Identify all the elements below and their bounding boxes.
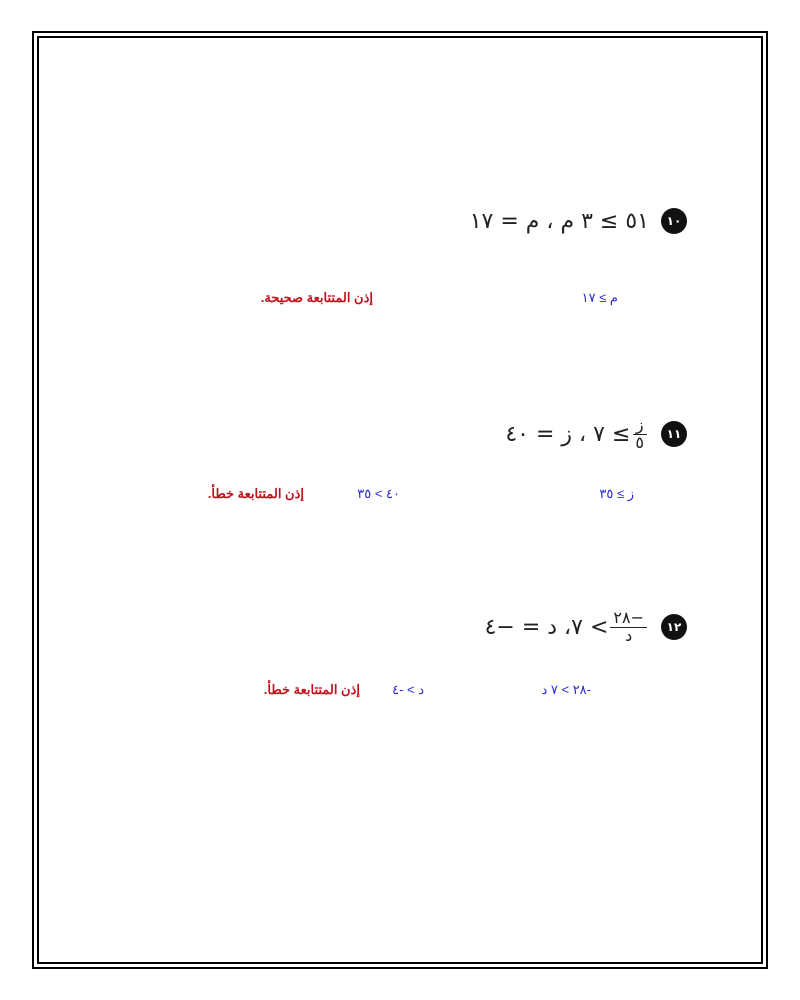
fraction-denominator: د: [625, 625, 633, 645]
problem-number-badge: ١٠: [661, 208, 687, 234]
problem-12-conclusion: إذن المتتابعة خطأ.: [263, 682, 360, 697]
problem-12-statement: [485, 610, 687, 645]
fraction-denominator: ٥: [635, 432, 644, 452]
problem-10-work: م ≥ ١٧: [581, 290, 618, 305]
problem-text: ≥ ٧ ، ز = ٤٠: [505, 421, 631, 447]
page-border-inner: [37, 36, 763, 964]
problem-number-badge: ١٢: [661, 614, 687, 640]
problem-text: > ٧، د = −٤: [484, 614, 609, 640]
fraction: [610, 610, 647, 645]
fraction: [632, 417, 647, 452]
problem-11-work: ز ≥ ٣٥: [599, 486, 634, 501]
problem-11-statement: [505, 417, 687, 452]
problem-11-conclusion: إذن المتتابعة خطأ.: [207, 486, 304, 501]
problem-12-comparison: د > -٤: [392, 682, 424, 697]
problem-12-work: -٢٨ > ٧ د: [541, 682, 591, 697]
problem-10-conclusion: إذن المتتابعة صحيحة.: [260, 290, 373, 305]
problem-10-statement: [470, 208, 687, 234]
problem-11-comparison: ٤٠ > ٣٥: [357, 486, 400, 501]
fraction-numerator: −٢٨: [610, 610, 647, 628]
fraction-numerator: ز: [633, 417, 647, 435]
problem-number-badge: ١١: [661, 421, 687, 447]
problem-text: ٥١ ≥ ٣ م ، م = ١٧: [469, 208, 649, 234]
